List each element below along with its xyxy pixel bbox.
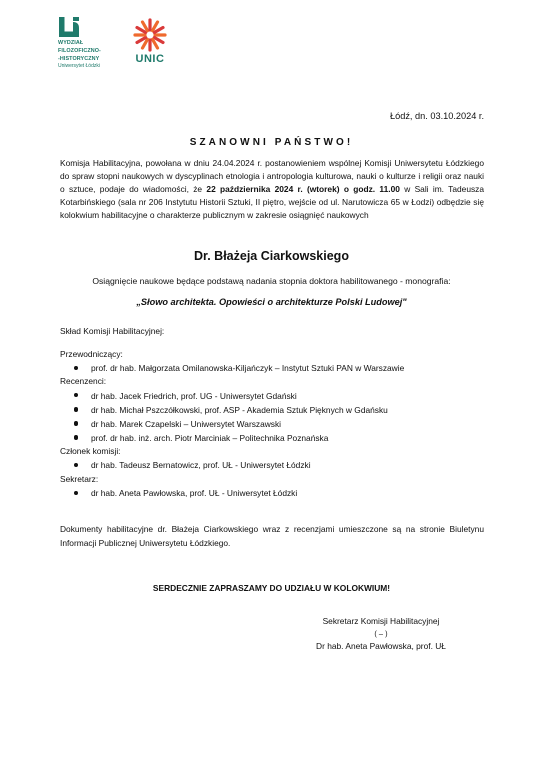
- achievement-basis: Osiągnięcie naukowe będące podstawą nadania stopnia doktora habilitowanego - monografia:: [92, 276, 451, 286]
- list-item: [60, 486, 490, 500]
- bullet-icon: [74, 366, 78, 370]
- bullet-icon: [74, 435, 78, 439]
- member-list: [60, 458, 490, 472]
- signature-mark: ( – ): [374, 629, 388, 638]
- committee-member: prof. dr hab. Małgorzata Omilanowska-Kiljańczyk – Instytut Sztuki PAN w Warszawie: [91, 363, 405, 373]
- committee-member: dr hab. Michał Pszczółkowski, prof. ASP - Akademia Sztuk Pięknych w Gdańsku: [91, 404, 388, 415]
- faculty-logo-line: WYDZIAŁ: [58, 40, 84, 46]
- committee-member: prof. dr hab. inż. arch. Piotr Marciniak – Politechnika Poznańska: [91, 432, 329, 443]
- list-item: [60, 361, 490, 375]
- bullet-icon: [74, 463, 78, 467]
- committee-member: dr hab. Marek Czapelski – Uniwersytet Warszawski: [91, 418, 282, 429]
- faculty-logo: [58, 16, 128, 69]
- signature-block: [296, 614, 466, 653]
- reviewers-list: [60, 389, 490, 445]
- committee-section: [60, 325, 490, 500]
- candidate-name: Dr. Błażeja Ciarkowskiego: [194, 249, 349, 263]
- unic-logo: [128, 18, 172, 65]
- chair-list: [60, 361, 490, 375]
- documents-note: Dokumenty habilitacyjne dr. Błażeja Ciarkowskiego wraz z recenzjami umieszczone są na stronie Biuletynu Informacji Publicznej Uniwersytetu Łódzkiego.: [60, 524, 484, 548]
- ul-emblem-icon: [58, 16, 80, 38]
- unic-sunburst-icon: [133, 18, 167, 52]
- secretary-list: [60, 486, 490, 500]
- signature-role: Sekretarz Komisji Habilitacyjnej: [322, 616, 440, 626]
- intro-text: w Sali im. Tadeusza Kotarbińskiego (sala nr 206 Instytutu Historii Sztuki, II piętro, wejście od ul. Narutowicza 65 w Łodzi) odbędzie się kolokwium habilitacyjne o charakterze publicznym w zakresie osiągnięć naukowych: [60, 184, 485, 221]
- document-date: Łódź, dn. 03.10.2024 r.: [390, 111, 484, 121]
- chair-label: Przewodniczący:: [60, 348, 123, 359]
- faculty-logo-line: -HISTORYCZNY: [58, 56, 100, 63]
- bullet-icon: [74, 491, 78, 495]
- committee-member: dr hab. Aneta Pawłowska, prof. UŁ - Uniwersytet Łódzki: [91, 488, 298, 499]
- faculty-logo-line: Uniwersytet Łódzki: [58, 62, 100, 69]
- intro-paragraph: [60, 157, 484, 222]
- secretary-label: Sekretarz:: [60, 473, 99, 484]
- list-item: [60, 389, 490, 403]
- list-item: [60, 431, 490, 445]
- faculty-logo-line: FILOZOFICZNO-: [58, 48, 101, 55]
- monograph-title: „Słowo architekta. Opowieści o architekturze Polski Ludowej": [136, 297, 407, 307]
- invitation: SERDECZNIE ZAPRASZAMY DO UDZIAŁU W KOLOKWIUM!: [152, 583, 391, 593]
- bullet-icon: [74, 421, 78, 425]
- list-item: [60, 458, 490, 472]
- bullet-icon: [74, 407, 78, 411]
- unic-logo-text: UNIC: [135, 53, 165, 65]
- signature-name: Dr hab. Aneta Pawłowska, prof. UŁ: [316, 641, 446, 651]
- salutation: SZANOWNI PAŃSTWO!: [189, 137, 354, 148]
- member-label: Członek komisji:: [60, 445, 121, 456]
- bullet-icon: [74, 393, 78, 397]
- reviewers-label: Recenzenci:: [60, 376, 107, 387]
- intro-date-time: 22 października 2024 r. (wtorek) o godz. 11.00: [206, 184, 400, 195]
- list-item: [60, 403, 490, 417]
- committee-member: dr hab. Jacek Friedrich, prof. UG - Uniwersytet Gdański: [91, 390, 297, 401]
- committee-heading: Skład Komisji Habilitacyjnej:: [60, 326, 165, 336]
- intro-text: Komisja Habilitacyjna, powołana w dniu 24.04.2024 r. postanowieniem wspólnej Komisji Uniwersytetu Łódzkiego do spraw stopni naukowych w dyscyplinach etnologia i antropologia kulturowa, nauki o kulturze i religii oraz nauki o sztuce, podaje do wiadomości, że: [60, 158, 484, 195]
- committee-member: dr hab. Tadeusz Bernatowicz, prof. UŁ - Uniwersytet Łódzki: [91, 460, 311, 471]
- list-item: [60, 417, 490, 431]
